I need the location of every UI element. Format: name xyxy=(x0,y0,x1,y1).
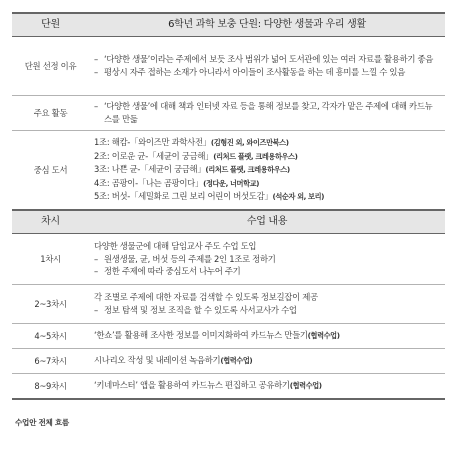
session-label: 4~5차시 xyxy=(12,324,89,349)
unit-header-row xyxy=(12,13,445,37)
book-item: 3조: 나쁜 균-「세균이 궁금해」(리처드 플랫, 크레용하우스) xyxy=(94,164,290,175)
session-label: 6~7차시 xyxy=(12,349,89,374)
session-header: 차시 xyxy=(12,210,89,234)
book-item: 2조: 이로운 균-「세균이 궁금해」(리처드 플랫, 크레용하우스) xyxy=(94,150,298,161)
unit-header-label: 단원 xyxy=(12,13,89,37)
lesson-row xyxy=(12,234,445,285)
reason-row xyxy=(12,37,445,96)
unit-title: 6학년 과학 보충 단원: 다양한 생물과 우리 생활 xyxy=(89,13,445,37)
table-caption: 수업안 전체 흐름 xyxy=(15,418,69,427)
books-content xyxy=(89,131,445,211)
session-label: 1차시 xyxy=(12,234,89,285)
books-row xyxy=(12,131,445,211)
lesson-content: 시나리오 작성 및 내레이션 녹음하기(협력수업) xyxy=(89,349,445,374)
activity-content: – ‘다양한 생물’에 대해 책과 인터넷 자료 등을 통해 정보를 찾고, 각자가 맡은 주제에 대해 카드뉴스를 만듦 xyxy=(89,96,445,131)
book-item: 4조: 곰팡이-「나는 곰팡이다」(정다운, 너머학교) xyxy=(94,177,260,188)
lesson-row xyxy=(12,324,445,349)
lesson-row xyxy=(12,285,445,324)
activity-row xyxy=(12,96,445,131)
books-label: 중심 도서 xyxy=(12,131,89,211)
reason-content: – ‘다양한 생물’이라는 주제에서 보듯 조사 범위가 넓어 도서관에 있는 여러 자료를 활용하기 좋음 – 평상시 자주 접하는 소재가 아니라서 아이들이 조사활동을 하는 데 흥미를 느낄 수 있음 xyxy=(89,37,445,96)
lesson-row xyxy=(12,349,445,374)
reason-line: 평상시 자주 접하는 소재가 아니라서 아이들이 조사활동을 하는 데 흥미를 느낄 수 있음 xyxy=(104,67,406,77)
lesson-header-row xyxy=(12,210,445,234)
lesson-content: 각 조별로 주제에 대한 자료를 검색할 수 있도록 정보길잡이 제공 – 정보 탐색 및 정보 조직을 할 수 있도록 사서교사가 수업 xyxy=(89,285,445,324)
lesson-content: ‘키네마스터’ 앱을 활용하여 카드뉴스 편집하고 공유하기(협력수업) xyxy=(89,374,445,400)
book-item: 5조: 버섯-「세밀화로 그린 보리 어린이 버섯도감」(석순자 외, 보리) xyxy=(94,191,325,202)
lesson-content: 다양한 생물군에 대해 담임교사 주도 수업 도입 – 원생생물, 균, 버섯 등의 주제를 2인 1조로 정하기 – 정한 주제에 따라 중심도서 나누어 주기 xyxy=(89,234,445,285)
reason-label: 단원 선정 이유 xyxy=(12,37,89,96)
content-header: 수업 내용 xyxy=(89,210,445,234)
lesson-plan-table xyxy=(12,12,445,400)
reason-line: ‘다양한 생물’이라는 주제에서 보듯 조사 범위가 넓어 도서관에 있는 여러 자료를 활용하기 좋음 xyxy=(104,54,434,65)
lesson-content: ‘한쇼’를 활용해 조사한 정보를 이미지화하여 카드뉴스 만들기(협력수업) xyxy=(89,324,445,349)
activity-line: ‘다양한 생물’에 대해 책과 인터넷 자료 등을 통해 정보를 찾고, 각자가 맡은 주제에 대해 카드뉴스를 만듦 xyxy=(104,101,433,124)
session-label: 2~3차시 xyxy=(12,285,89,324)
activity-label: 주요 활동 xyxy=(12,96,89,131)
lesson-row xyxy=(12,374,445,400)
book-item: 1조: 해캄-「와이즈만 과학사전」(김형진 외, 와이즈만북스) xyxy=(94,137,289,148)
session-label: 8~9차시 xyxy=(12,374,89,400)
